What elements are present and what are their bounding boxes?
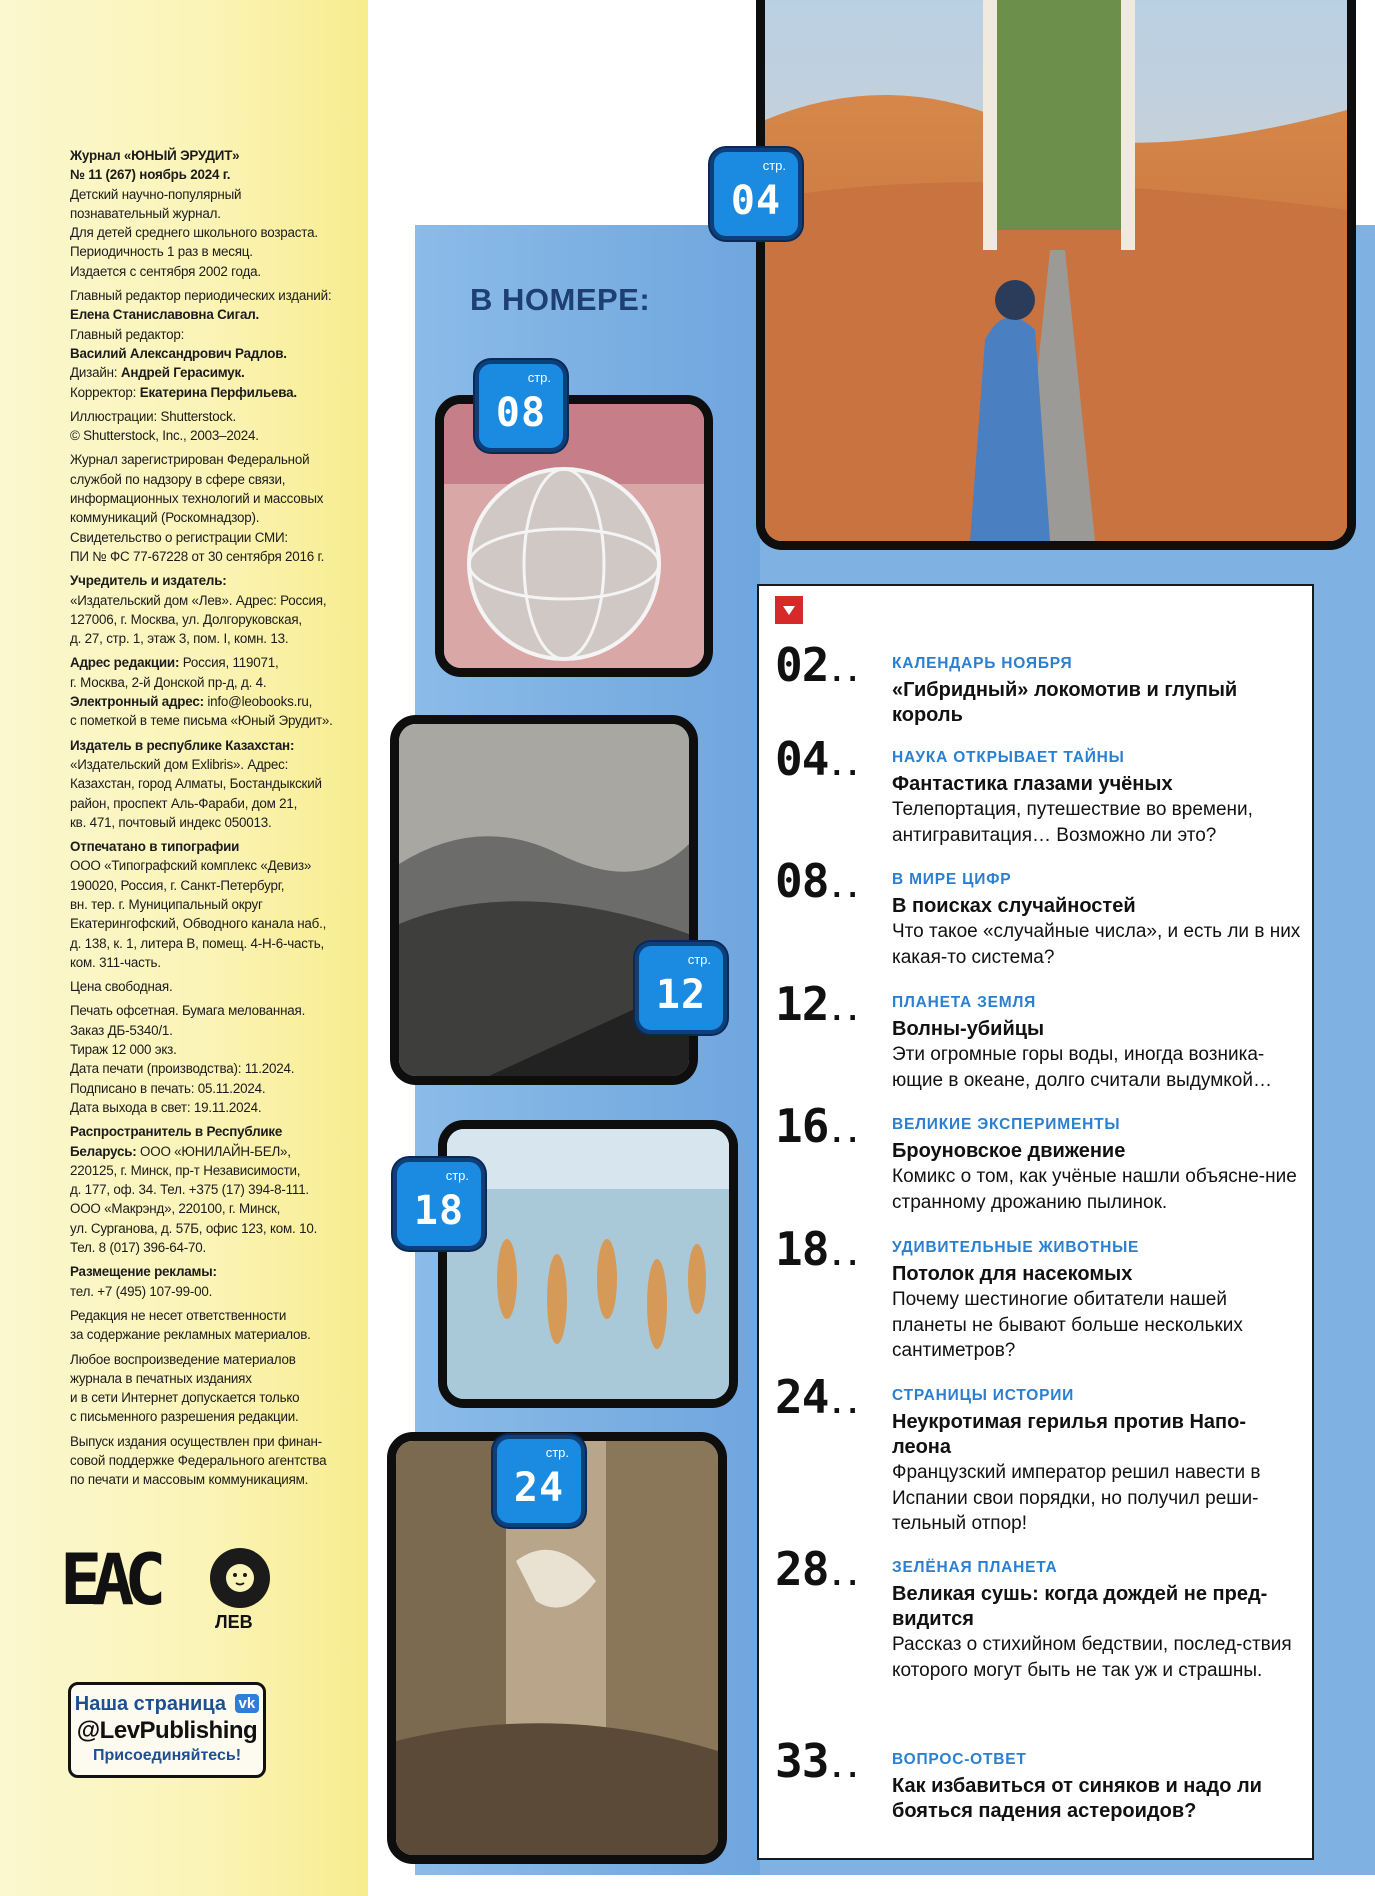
toc-entry-33[interactable]: 33.. ВОПРОС-ОТВЕТ Как избавиться от синяков и надо ли бояться падения астероидов? <box>775 1738 1305 1818</box>
vk-handle[interactable]: @LevPublishing <box>76 1717 258 1744</box>
toc-entry-08[interactable]: 08.. В МИРЕ ЦИФР В поисках случайностей Что такое «случайные числа», и есть ли в них какая-то система? <box>775 858 1305 973</box>
toc-title: Неукротимая герилья против Напо-леона <box>892 1411 1247 1458</box>
imprint-support: Выпуск издания осуществлен при финан- совой поддержке Федерального агентства по печати и массовым коммуникациям. <box>70 1433 327 1488</box>
imprint-address: Адрес редакции: Россия, 119071, г. Москва, 2-й Донской пр-д, д. 4. Электронный адрес: info@leobooks.ru, с пометкой в теме письма «Юный Эрудит». <box>70 655 333 729</box>
imprint-advertising: Размещение рекламы: тел. +7 (495) 107-99-00. <box>70 1264 217 1299</box>
page-badge-18[interactable]: стр. 18 <box>393 1158 485 1250</box>
imprint-text <box>70 146 360 1495</box>
toc-title: Великая сушь: когда дождей не пред-видится <box>892 1583 1268 1630</box>
imprint-illustrations: Иллюстрации: Shutterstock. © Shutterstock, Inc., 2003–2024. <box>70 408 259 444</box>
imprint-print-details: Печать офсетная. Бумага мелованная. Заказ ДБ-5340/1. Тираж 12 000 экз. Дата печати (производства): 11.2024. Подписано в печать: 05.11.2024. Дата выхода в свет: 19.11.2024. <box>70 1003 306 1115</box>
page-heading: В НОМЕРЕ: <box>470 282 651 317</box>
toc-entry-16[interactable]: 16.. ВЕЛИКИЕ ЭКСПЕРИМЕНТЫ Броуновское движение Комикс о том, как учёные нашли объясне-ние странному дрожанию пылинок. <box>775 1103 1305 1218</box>
toc-entry-02[interactable]: 02.. КАЛЕНДАРЬ НОЯБРЯ «Гибридный» локомотив и глупый король <box>775 642 1305 712</box>
vk-join: Присоединяйтесь! <box>92 1747 242 1764</box>
desert-illustration <box>765 0 1347 541</box>
imprint-founder: Учредитель и издатель: «Издательский дом «Лев». Адрес: Россия, 127006, г. Москва, ул. Долгоруковская, д. 27, стр. 1, этаж 3, пом. I, комн. 13. <box>70 573 327 647</box>
email-link[interactable]: info@leobooks.ru, <box>207 694 313 710</box>
lion-logo-icon <box>210 1548 270 1608</box>
toc-title: Потолок для насекомых <box>892 1263 1133 1285</box>
toc-rubric: ВЕЛИКИЕ ЭКСПЕРИМЕНТЫ <box>892 1116 1121 1133</box>
imprint-kazakhstan: Издатель в республике Казахстан: «Издательский дом Exlibris». Адрес: Казахстан, город Алматы, Бостандыкский район, проспект Аль-Фараби, дом 21, кв. 471, почтовый индекс 050013. <box>70 737 322 830</box>
toc-entry-28[interactable]: 28.. ЗЕЛЁНАЯ ПЛАНЕТА Великая сушь: когда дождей не пред-видится Рассказ о стихийном бедствии, послед-ствия которого могут быть не так уж и страшны. <box>775 1546 1305 1706</box>
toc-title: Как избавиться от синяков и надо ли бояться падения астероидов? <box>892 1775 1262 1822</box>
lev-logo-label: ЛЕВ <box>215 1612 253 1632</box>
toc-title: Броуновское движение <box>892 1140 1126 1162</box>
toc-desc: Что такое «случайные числа», и есть ли в них какая-то система? <box>892 921 1301 968</box>
toc-rubric: ПЛАНЕТА ЗЕМЛЯ <box>892 994 1037 1011</box>
toc-desc: Телепортация, путешествие во времени, антигравитация… Возможно ли это? <box>892 799 1253 846</box>
imprint-registration: Журнал зарегистрирован Федеральной службой по надзору в сфере связи, информационных технологий и массовых коммуникаций (Роскомнадзор). Свидетельство о регистрации СМИ: ПИ № ФС 77-67228 от 30 сентября 2016 г. <box>70 452 325 564</box>
toc-rubric: НАУКА ОТКРЫВАЕТ ТАЙНЫ <box>892 749 1125 766</box>
page-badge-24[interactable]: стр. 24 <box>493 1435 585 1527</box>
photo-insect-larvae <box>438 1120 738 1408</box>
page-badge-08[interactable]: стр. 08 <box>475 360 567 452</box>
lion-mane-icon <box>210 1548 270 1608</box>
toc-entry-12[interactable]: 12.. ПЛАНЕТА ЗЕМЛЯ Волны-убийцы Эти огромные горы воды, иногда возника-ющие в океане, долго считали выдумкой… <box>775 981 1305 1096</box>
toc-desc: Почему шестиногие обитатели нашей планеты не бывают больше нескольких сантиметров? <box>892 1289 1243 1361</box>
larvae-illustration <box>447 1129 729 1399</box>
imprint-distributor: Распространитель в Республике Беларусь: ООО «ЮНИЛАЙН-БЕЛ», 220125, г. Минск, пр-т Независимости, д. 177, оф. 34. Тел. +375 (17) 394-8-111. ООО «Макрэнд», 220100, г. Минск, ул. Сурганова, д. 57Б, офис 123, ком. 10. Тел. 8 (017) 396-64-70. <box>70 1124 318 1256</box>
photo-desert-doorway <box>756 0 1356 550</box>
toc-entry-18[interactable]: 18.. УДИВИТЕЛЬНЫЕ ЖИВОТНЫЕ Потолок для насекомых Почему шестиногие обитатели нашей планеты не бывают больше нескольких сантиметров? <box>775 1226 1305 1366</box>
toc-entry-24[interactable]: 24.. СТРАНИЦЫ ИСТОРИИ Неукротимая герилья против Напо-леона Французский император решил навести в Испании свои порядки, но получил реши-тельный отпор! <box>775 1374 1305 1539</box>
imprint-printing: Отпечатано в типографии ООО «Типографский комплекс «Девиз» 190020, Россия, г. Санкт-Петербург, вн. тер. г. Муниципальный округ Екатерингофский, Обводного канала наб., д. 138, к. 1, литера В, помещ. 4-Н-6-часть, ком. 311-часть. <box>70 839 327 970</box>
toc-desc: Французский император решил навести в Испании свои порядки, но получил реши-тельный отпор! <box>892 1462 1261 1534</box>
toc-rubric: ЗЕЛЁНАЯ ПЛАНЕТА <box>892 1559 1058 1576</box>
toc-entry-04[interactable]: 04.. НАУКА ОТКРЫВАЕТ ТАЙНЫ Фантастика глазами учёных Телепортация, путешествие во времени, антигравитация… Возможно ли это? <box>775 736 1305 851</box>
toc-title: Фантастика глазами учёных <box>892 773 1173 795</box>
vk-promo-label: Наша страница <box>74 1693 226 1715</box>
toc-title: «Гибридный» локомотив и глупый король <box>892 679 1238 726</box>
imprint-disclaimer: Редакция не несет ответственности за содержание рекламных материалов. <box>70 1307 311 1343</box>
page-badge-04[interactable]: стр. 04 <box>710 148 802 240</box>
imprint-copyright: Любое воспроизведение материалов журнала в печатных изданиях и в сети Интернет допускается только с письменного разрешения редакции. <box>70 1351 300 1425</box>
imprint-price: Цена свободная. <box>70 979 173 995</box>
toc-desc: Рассказ о стихийном бедствии, послед-ствия которого могут быть не так уж и страшны. <box>892 1634 1292 1681</box>
toc-rubric: УДИВИТЕЛЬНЫЕ ЖИВОТНЫЕ <box>892 1239 1140 1256</box>
toc-desc: Комикс о том, как учёные нашли объясне-ние странному дрожанию пылинок. <box>892 1166 1297 1213</box>
vk-promo[interactable] <box>68 1682 266 1778</box>
page-badge-12[interactable]: стр. 12 <box>635 942 727 1034</box>
table-of-contents <box>757 584 1314 1860</box>
vk-icon: vk <box>235 1694 260 1713</box>
eac-logo: ЕАС <box>60 1539 157 1621</box>
toc-rubric: В МИРЕ ЦИФР <box>892 871 1012 888</box>
toc-desc: Эти огромные горы воды, иногда возника-ющие в океане, долго считали выдумкой… <box>892 1044 1272 1091</box>
toc-rubric: СТРАНИЦЫ ИСТОРИИ <box>892 1387 1075 1404</box>
imprint-issue: Журнал «ЮНЫЙ ЭРУДИТ» № 11 (267) ноябрь 2024 г. Детский научно-популярный познавательный журнал. Для детей среднего школьного возраста. Периодичность 1 раз в месяц. Издается с сентября 2002 года. <box>70 148 318 279</box>
toc-title: В поисках случайностей <box>892 895 1136 917</box>
toc-marker-icon <box>775 596 803 624</box>
toc-rubric: ВОПРОС-ОТВЕТ <box>892 1751 1027 1768</box>
imprint-editors: Главный редактор периодических изданий: Елена Станиславовна Сигал. Главный редактор: Василий Александрович Радлов. Дизайн: Андрей Герасимук. Корректор: Екатерина Перфильева. <box>70 288 332 400</box>
toc-rubric: КАЛЕНДАРЬ НОЯБРЯ <box>892 655 1073 672</box>
toc-title: Волны-убийцы <box>892 1018 1045 1040</box>
